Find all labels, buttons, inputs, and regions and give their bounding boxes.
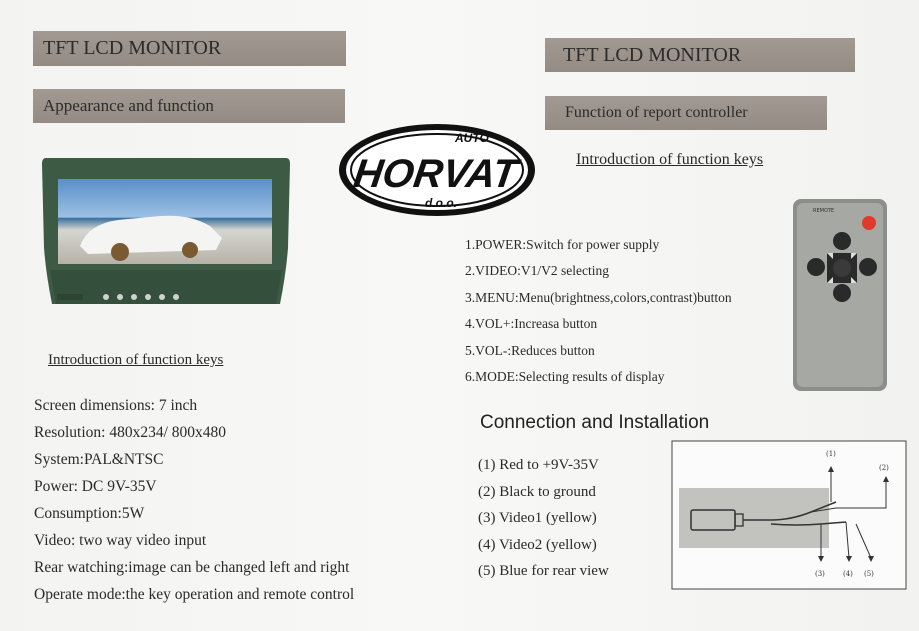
center-button-icon	[833, 259, 851, 277]
power-button-icon	[862, 216, 876, 230]
spec-item: Consumption:5W	[34, 505, 145, 522]
right-intro-heading: Introduction of function keys	[576, 151, 764, 168]
connection-item: (5) Blue for rear view	[478, 563, 609, 580]
function-key-item: 1.POWER:Switch for power supply	[465, 237, 660, 252]
right-header-title: TFT LCD MONITOR	[545, 38, 855, 72]
logo-main-text: HORVAT	[350, 151, 521, 196]
right-section-title: Function of report controller	[545, 96, 827, 130]
spec-list	[34, 392, 354, 608]
function-key-item: 2.VIDEO:V1/V2 selecting	[465, 263, 609, 279]
wire-label: (3)	[815, 570, 825, 578]
wire-label: (5)	[864, 570, 874, 578]
spec-item: Operate mode:the key operation and remote control	[34, 586, 355, 603]
logo-bottom-text: d.o.o.	[425, 196, 457, 210]
left-section-title: Appearance and function	[33, 89, 345, 123]
spec-item: Rear watching:image can be changed left and right	[34, 559, 350, 576]
right-button-icon	[859, 258, 877, 276]
spec-item: Screen dimensions: 7 inch	[34, 397, 198, 414]
connection-list	[478, 452, 609, 585]
connection-title: Connection and Installation	[480, 412, 710, 433]
left-header-title: TFT LCD MONITOR	[33, 31, 346, 66]
connection-item: (2) Black to ground	[478, 483, 596, 500]
connection-item: (1) Red to +9V-35V	[478, 457, 599, 473]
spec-item: Video: two way video input	[34, 532, 207, 549]
remote-control-image	[791, 197, 889, 393]
connection-item: (3) Video1 (yellow)	[478, 510, 597, 527]
function-key-item: 3.MENU:Menu(brightness,colors,contrast)button	[465, 289, 732, 305]
left-button-icon	[807, 258, 825, 276]
spec-item: Resolution: 480x234/ 800x480	[34, 424, 227, 441]
wire-label: (1)	[826, 450, 836, 458]
function-key-list	[465, 232, 732, 390]
spec-item: Power: DC 9V-35V	[34, 478, 157, 495]
up-button-icon	[833, 232, 851, 250]
remote-label: REMOTE	[813, 208, 835, 214]
wire-label: (2)	[879, 464, 889, 472]
function-key-item: 5.VOL-:Reduces button	[465, 342, 595, 358]
spec-item: System:PAL&NTSC	[34, 451, 164, 468]
wire-label: (4)	[843, 570, 853, 578]
monitor-image	[40, 154, 292, 310]
function-key-item: 6.MODE:Selecting results of display	[465, 368, 665, 384]
wiring-diagram	[671, 440, 907, 590]
logo-top-text: AUTO	[455, 131, 489, 145]
left-intro-heading: Introduction of function keys	[48, 352, 224, 368]
function-key-item: 4.VOL+:Increasa button	[465, 316, 598, 332]
auto-horvat-logo	[337, 120, 537, 220]
down-button-icon	[833, 284, 851, 302]
connection-item: (4) Video2 (yellow)	[478, 536, 597, 553]
